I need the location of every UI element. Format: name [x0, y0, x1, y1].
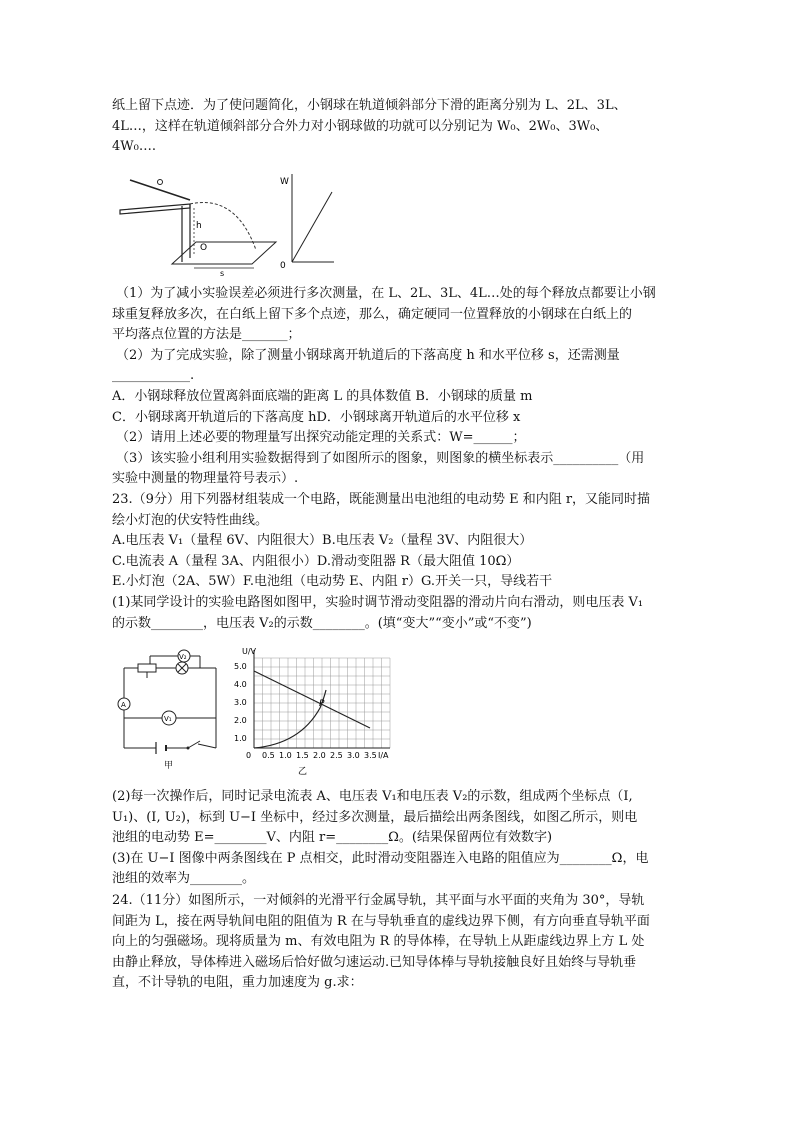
- y-axis-label: U/V: [242, 647, 257, 656]
- text-line: 球重复释放多次，在白纸上留下多个点迹，那么，确定硬同一位置释放的小钢球在白纸上的: [112, 306, 633, 322]
- x-tick-label: 1.5: [296, 751, 309, 760]
- text-line: 24.（11分）如图所示，一对倾斜的光滑平行金属导轨，其平面与水平面的夹角为 30°，导轨: [112, 893, 645, 908]
- v2-curve: [254, 690, 326, 748]
- w-axis-label: W: [280, 177, 289, 187]
- x-tick-label: 2.5: [330, 751, 343, 760]
- text-line: (3)在 U−I 图像中两条图线在 P 点相交，此时滑动变阻器连入电路的阻值应为________Ω，电: [112, 850, 649, 866]
- y-tick-labels: [234, 662, 247, 743]
- text-line: 绘小灯泡的伏安特性曲线。: [112, 512, 269, 528]
- question-23-continued: [112, 787, 648, 890]
- text-line: 的示数________，电压表 V₂的示数________。(填“变大”“变小”或“不变”): [112, 615, 532, 631]
- ui-graph: [230, 644, 398, 778]
- option-line: E.小灯泡（2A、5W）F.电池组（电动势 E、内阻 r）G.开关一只，导线若干: [112, 574, 553, 590]
- ammeter-label: A: [121, 701, 126, 709]
- text-line: （1）为了减小实验误差必须进行多次测量，在 L、2L、3L、4L…处的每个释放点都要让小钢: [116, 286, 656, 301]
- text-line: 纸上留下点迹．为了使问题简化，小钢球在轨道倾斜部分下滑的距离分别为 L、2L、3L、: [112, 98, 627, 113]
- y-tick-label: 4.0: [234, 680, 247, 689]
- text-line: （2）请用上述必要的物理量写出探究动能定理的关系式：W=______；: [116, 430, 526, 446]
- text-line: 实验中测量的物理量符号表示）.: [112, 471, 299, 487]
- text-line: 直，不计导轨的电阻，重力加速度为 g.求：: [112, 975, 363, 991]
- origin-label: 0: [246, 751, 252, 760]
- x-tick-label: 2.0: [313, 751, 326, 760]
- text-line: 由静止释放，导体棒进入磁场后恰好做匀速运动.已知导体棒与导轨接触良好且始终与导轨垂: [112, 954, 637, 970]
- track-figure: [116, 172, 336, 276]
- text-line: 23.（9分）用下列器材组装成一个电路，既能测量出电池组的电动势 E 和内阻 r，又能同时描: [112, 492, 651, 507]
- question-22: [112, 284, 656, 490]
- text-line: 平均落点位置的方法是_______；: [112, 327, 301, 343]
- option-line: A．小钢球释放位置离斜面底端的距离 L 的具体数值 B．小钢球的质量 m: [112, 388, 533, 404]
- text-line: 向上的匀强磁场。现将质量为 m、有效电阻为 R 的导体棒，在导轨上从距虚线边界上方 L 处: [112, 934, 645, 950]
- text-line: 池组的效率为________。: [112, 871, 256, 887]
- text-line: 间距为 L，接在两导轨间电阻的阻值为 R 在与导轨垂直的虚线边界下侧，有方向垂直导轨平面: [112, 913, 650, 929]
- caption-yi: 乙: [298, 767, 308, 777]
- text-line: U₁)、(I, U₂)，标到 U−I 坐标中，经过多次测量，最后描绘出两条图线，如图乙所示，则电: [112, 809, 638, 825]
- origin-label: 0: [280, 261, 286, 271]
- x-tick-label: 1.0: [279, 751, 292, 760]
- y-tick-label: 3.0: [234, 698, 247, 707]
- text-line: 4L…，这样在轨道倾斜部分合外力对小钢球做的功就可以分别记为 W₀、2W₀、3W₀、: [112, 118, 609, 134]
- intro-text: [112, 96, 627, 158]
- y-tick-label: 1.0: [234, 734, 247, 743]
- question-24: [112, 891, 650, 994]
- v2-meter-label: V₂: [179, 653, 187, 661]
- circuit-diagram: [114, 648, 226, 772]
- option-line: C．小钢球离开轨道后的下落高度 hD．小钢球离开轨道后的水平位移 x: [112, 409, 521, 425]
- text-line: （3）该实验小组利用实验数据得到了如图所示的图象，则图象的横坐标表示__________（用: [116, 450, 645, 466]
- label-h: h: [196, 221, 202, 231]
- text-line: 4W₀….: [112, 139, 156, 155]
- caption-jia: 甲: [164, 761, 174, 771]
- label-o: O: [200, 243, 208, 253]
- x-tick-label: 0.5: [262, 751, 275, 760]
- x-tick-label: 3.0: [347, 751, 360, 760]
- text-line: ____________.: [112, 368, 195, 384]
- x-axis-label: I/A: [378, 751, 389, 760]
- question-23: [112, 490, 650, 634]
- v1-meter-label: V₁: [164, 715, 172, 723]
- y-tick-label: 2.0: [234, 716, 247, 725]
- text-line: (2)每一次操作后，同时记录电流表 A、电压表 V₁和电压表 V₂的示数，组成两个坐标点（I,: [112, 789, 633, 804]
- option-line: C.电流表 A（量程 3A、内阻很小）D.滑动变阻器 R（最大阻值 10Ω）: [112, 553, 520, 569]
- option-line: A.电压表 V₁（量程 6V、内阻很大）B.电压表 V₂（量程 3V、内阻很大）: [112, 533, 533, 549]
- x-tick-label: 3.5: [364, 751, 377, 760]
- point-p-label: P: [319, 699, 325, 709]
- label-s: s: [220, 269, 225, 276]
- text-line: （2）为了完成实验，除了测量小钢球离开轨道后的下落高度 h 和水平位移 s，还需测量: [116, 347, 620, 363]
- y-tick-label: 5.0: [234, 662, 247, 671]
- x-tick-labels: [262, 751, 377, 760]
- text-line: 池组的电动势 E=________V、内阻 r=________Ω。(结果保留两位有效数字): [112, 830, 553, 846]
- text-line: (1)某同学设计的实验电路图如图甲，实验时调节滑动变阻器的滑动片向右滑动，则电压表 V₁: [112, 594, 644, 610]
